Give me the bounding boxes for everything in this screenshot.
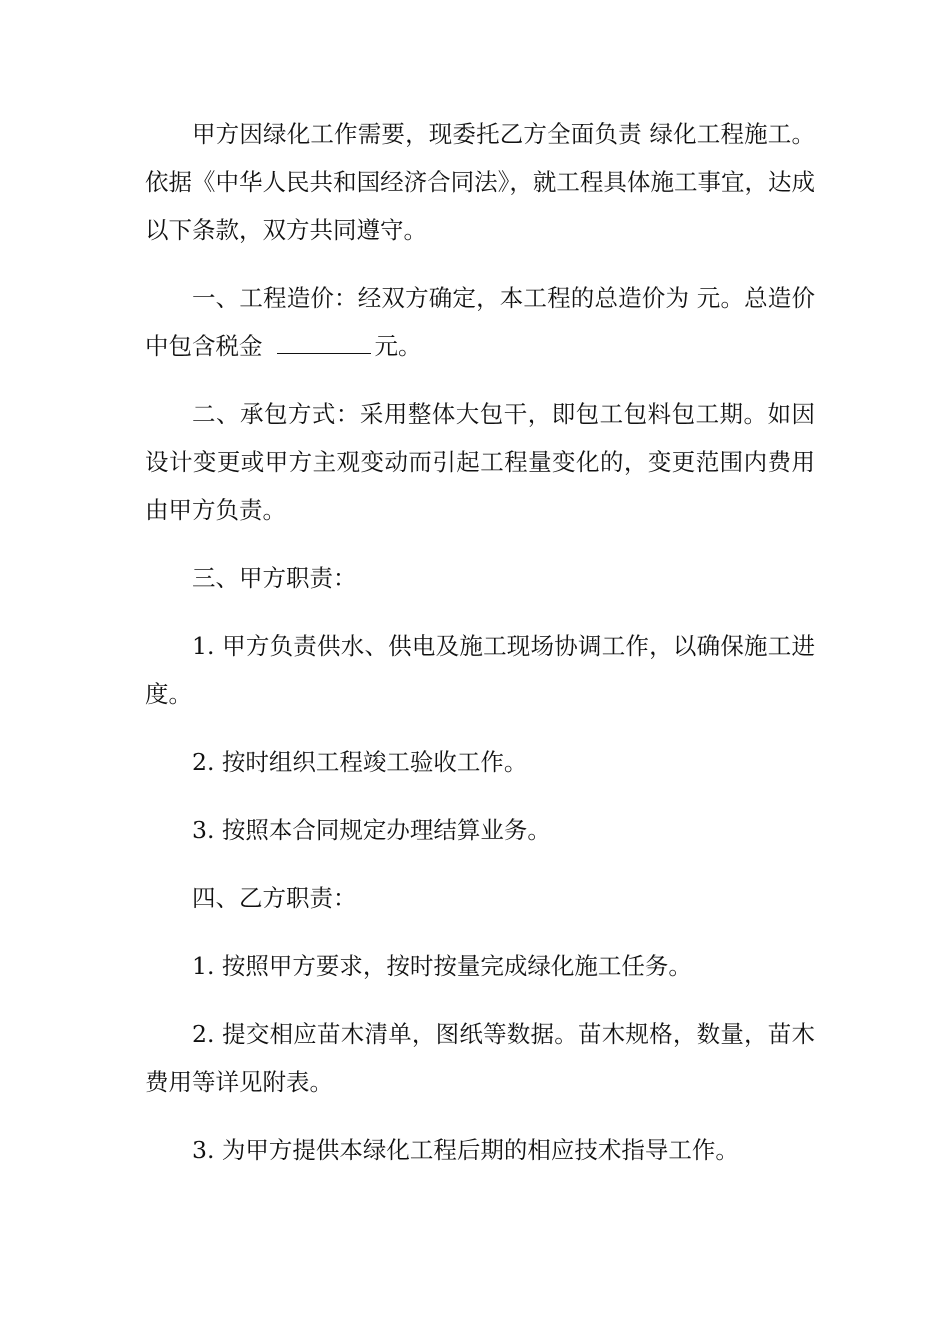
clause-4-title: 四、乙方职责： xyxy=(192,884,357,912)
document-body xyxy=(145,110,815,1194)
clause-3-item-3: 3. 按照本合同规定办理结算业务。 xyxy=(192,816,551,844)
clause-3-title: 三、甲方职责： xyxy=(192,564,357,592)
clause-1-price xyxy=(145,274,815,370)
clause-4-item-1: 1. 按照甲方要求，按时按量完成绿化施工任务。 xyxy=(192,952,692,980)
clause-3-item-2: 2. 按时组织工程竣工验收工作。 xyxy=(192,748,528,776)
clause-4-item-2: 2. 提交相应苗木清单，图纸等数据。苗木规格，数量，苗木费用等详见附表。 xyxy=(145,1020,815,1096)
tax-amount-blank xyxy=(277,331,371,354)
clause-1-unit: 元。 xyxy=(374,332,422,360)
clause-2-contract-mode: 二、承包方式：采用整体大包干，即包工包料包工期。如因设计变更或甲方主观变动而引起工程量变化的，变更范围内费用由甲方负责。 xyxy=(145,400,815,524)
clause-3-item-1: 1. 甲方负责供水、供电及施工现场协调工作，以确保施工进度。 xyxy=(145,632,815,708)
intro-paragraph: 甲方因绿化工作需要，现委托乙方全面负责 绿化工程施工。依据《中华人民共和国经济合同法》，就工程具体施工事宜，达成以下条款，双方共同遵守。 xyxy=(145,120,815,244)
clause-4-item-3: 3. 为甲方提供本绿化工程后期的相应技术指导工作。 xyxy=(192,1136,739,1164)
clause-1-text: 一、工程造价：经双方确定，本工程的总造价为 元。总造价中包含税金 xyxy=(145,284,815,360)
